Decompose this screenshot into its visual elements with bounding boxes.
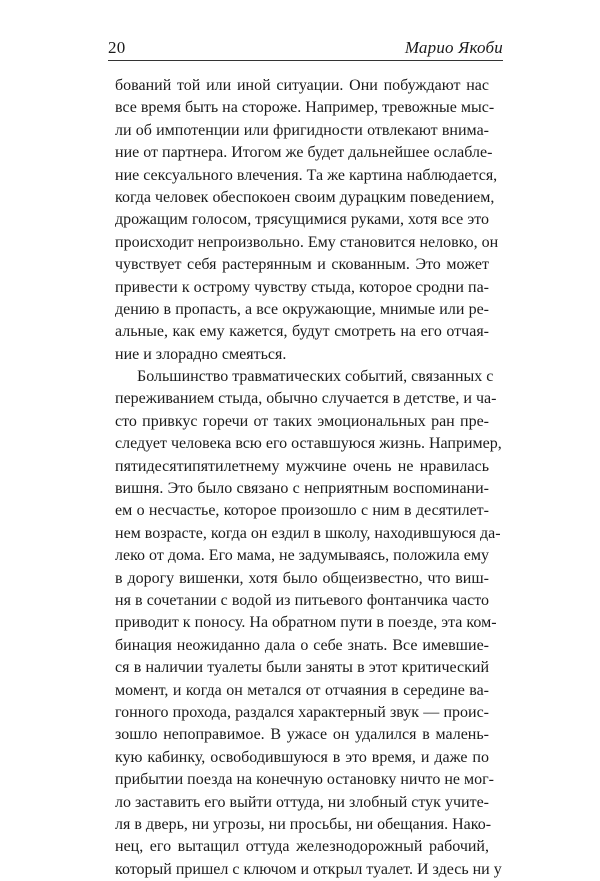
page-number: 20 (108, 38, 126, 57)
text-line: переживанием стыда, обычно случается в детстве, и ча- (115, 390, 497, 408)
text-line: приводит к поносу. На обратном пути в поезде, эта ком- (115, 614, 497, 632)
running-title-author: Марио Якоби (404, 38, 503, 57)
paragraph (115, 75, 499, 366)
text-line: дрожащим голосом, трясущимися руками, хотя все это (115, 211, 489, 229)
text-line: леко от дома. Его мама, не задумываясь, положила ему (115, 547, 489, 565)
text-line: пятидесятипятилетнему мужчине очень не нравилась (115, 457, 489, 475)
text-line: бинация неожиданно дала о себе знать. Все имевшие- (115, 636, 489, 654)
text-line: нец, его вытащил оттуда железнодорожный рабочий, (115, 838, 489, 856)
text-line: который пришел с ключом и открыл туалет. И здесь ни у (115, 860, 502, 878)
body-text (115, 75, 502, 881)
text-line: ние от партнера. Итогом же будет дальнейшее ослабле- (115, 144, 493, 162)
text-line: ло заставить его выйти оттуда, ни злобный стук учите- (115, 793, 489, 811)
text-line: альные, как ему кажется, будут смотреть на его отчая- (115, 323, 489, 341)
paragraph (115, 366, 502, 881)
text-line: в дорогу вишенки, хотя было общеизвестно, что виш- (115, 569, 489, 587)
running-header (108, 36, 503, 61)
text-line: прибытии поезда на конечную остановку ничто не мог- (115, 771, 494, 789)
text-line: ние сексуального влечения. Та же картина наблюдается, (115, 166, 498, 184)
text-line: нем возрасте, когда он ездил в школу, находившуюся да- (115, 524, 501, 542)
text-line: все время быть на стороже. Например, тревожные мыс- (115, 99, 495, 117)
text-line: когда человек обеспокоен своим дурацким поведением, (115, 188, 495, 206)
text-line: ня в сочетании с водой из питьевого фонтанчика часто (115, 591, 489, 609)
text-line: ние и злорадно смеяться. (115, 345, 287, 363)
text-line: ли об импотенции или фригидности отвлекают внима- (115, 121, 489, 139)
text-line: бований той или иной ситуации. Они побуждают нас (115, 77, 489, 94)
text-line: кую кабинку, освободившуюся в это время, и даже по (115, 748, 489, 766)
text-line: ем о несчастье, которое произошло с ним в десятилет- (115, 502, 489, 520)
text-line: Большинство травматических событий, связанных с (137, 368, 494, 386)
text-line: чувствует себя растерянным и скованным. Это может (115, 256, 489, 274)
text-line: гонного прохода, раздался характерный звук — проис- (115, 703, 489, 721)
text-line: вишня. Это было связано с неприятным воспоминани- (115, 480, 489, 498)
text-line: ся в наличии туалеты были заняты в этот критический (115, 659, 489, 677)
text-line: дению в пропасть, а все окружающие, мнимые или ре- (115, 300, 489, 318)
text-line: привести к острому чувству стыда, которое сродни па- (115, 278, 489, 296)
text-line: ля в дверь, ни угрозы, ни просьбы, ни обещания. Нако- (115, 815, 492, 833)
text-line: момент, и когда он метался от отчаяния в середине ва- (115, 681, 489, 699)
text-line: сто привкус горечи от таких эмоциональных ран пре- (115, 412, 489, 430)
text-line: следует человека всю его оставшуюся жизнь. Например, (115, 435, 502, 453)
text-line: происходит непроизвольно. Ему становится неловко, он (115, 233, 499, 251)
text-line: зошло непоправимое. В ужасе он удалился в малень- (115, 726, 489, 744)
